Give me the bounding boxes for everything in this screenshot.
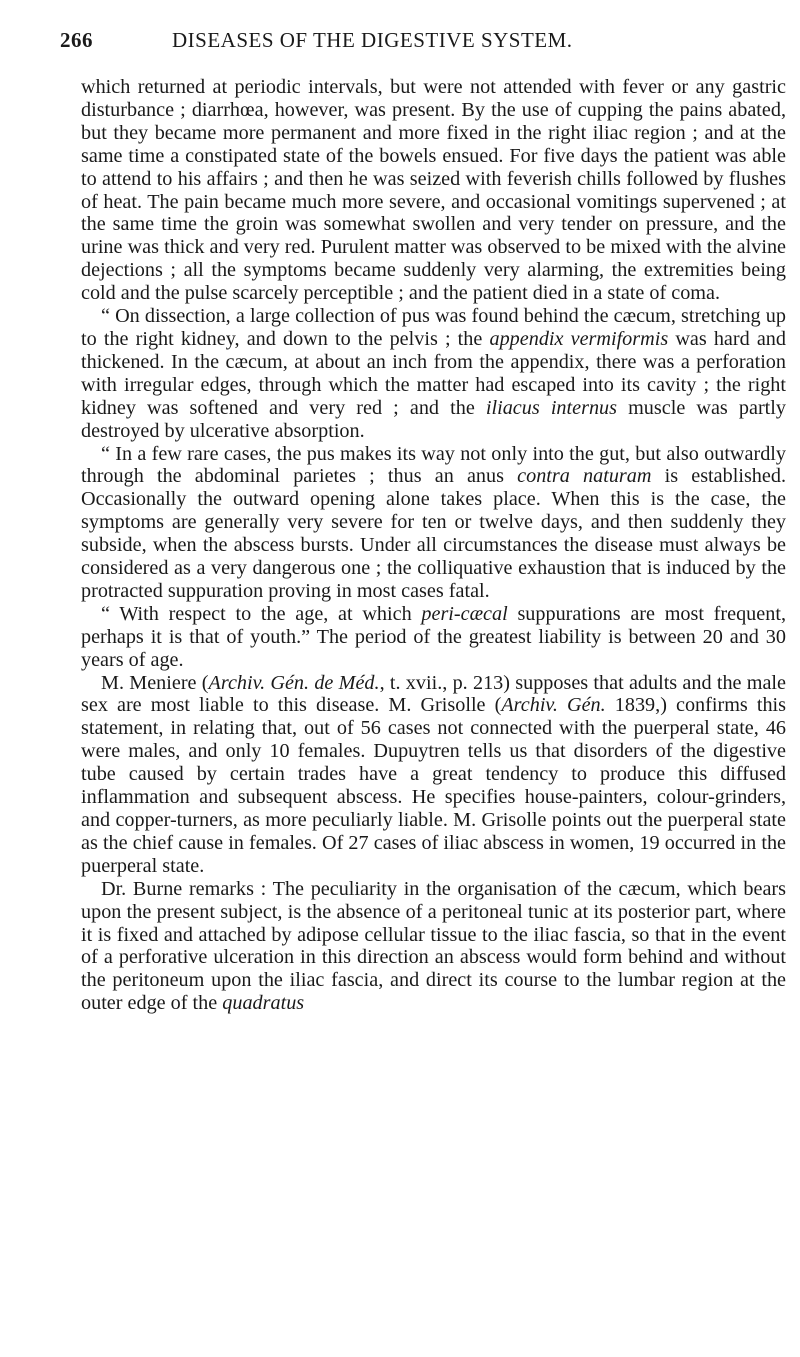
text-run: which returned at periodic intervals, but were not attended with fever or any gastric disturbance ; diarrhœa, however, was present. By the use of cupping the pains abated, but they became more permanent and more fixed in the right iliac region ; and at the same time a constipated state of the bowels ensued. For five days the patient was able to attend to his affairs ; and then he was seized with feverish chills followed by flushes of heat. The pain became much more severe, and occasional vomitings supervened ; at the same time the groin was somewhat swollen and very tender on pressure, and the urine was thick and very red. Purulent matter was observed to be mixed with the alvine dejections ; all the symptoms became suddenly very alarming, the extremities being cold and the pulse scarcely perceptible ; and the patient died in a state of coma.	[81, 76, 786, 305]
text-run: Dr. Burne remarks : The peculiarity in the organisation of the cæcum, which bears upon the present subject, is the absence of a peritoneal tunic at its posterior part, where it is fixed and attached by adipose cellular tissue to the iliac fascia, so that in the event of a perforative ulceration in this direction an abscess would form behind and without the peritoneum upon the iliac fascia, and direct its course to the lumbar region at the outer edge of the	[81, 877, 786, 1015]
text-run: suppurations are most frequent, perhaps it is that of youth.” The period of the greatest liability is between 20 and 30 years of age.	[81, 602, 786, 671]
italic-term: peri-cæcal	[421, 602, 508, 625]
text-run: “ With respect to the age, at which	[101, 602, 422, 625]
body-text	[81, 76, 786, 1015]
italic-term: contra naturam	[517, 465, 652, 488]
text-run: , t. xvii., p. 213) supposes that adults and the male sex are most liable to this disease. M. Grisolle (	[81, 671, 786, 717]
citation-title: Archiv. Gén.	[501, 694, 606, 717]
text-run: 1839,) confirms this statement, in relating that, out of 56 cases not connected with the puerperal state, 46 were males, and only 10 females. Dupuytren tells us that disorders of the digestive tube caused by certain trades have a great tendency to produce this diffused inflammation and subsequent abscess. He specifies house-painters, colour-grinders, and copper-turners, as more peculiarly liable. M. Grisolle points out the puerperal state as the chief cause in females. Of 27 cases of iliac abscess in women, 19 occurred in the puerperal state.	[81, 694, 787, 877]
paragraph	[81, 305, 786, 442]
paragraph	[81, 878, 786, 1015]
citation-title: Archiv. Gén. de Méd.	[208, 671, 380, 694]
italic-term: iliacus internus	[485, 396, 617, 419]
text-run: “ In a few rare cases, the pus makes its way not only into the gut, but also outwardly through the abdominal parietes ; thus an anus	[81, 442, 786, 488]
text-run: muscle was partly destroyed by ulcerative absorption.	[81, 396, 786, 442]
text-run: M. Meniere (	[101, 671, 209, 694]
running-head: DISEASES OF THE DIGESTIVE SYSTEM.	[172, 28, 573, 52]
paragraph	[81, 672, 786, 878]
page-number: 266	[60, 28, 93, 52]
page-header	[60, 22, 780, 58]
text-run: “ On dissection, a large collection of pus was found behind the cæcum, stretching up to the right kidney, and down to the pelvis ; the	[81, 305, 786, 350]
paragraph	[81, 603, 786, 672]
italic-term: quadratus	[222, 992, 305, 1015]
text-run: is established. Occasionally the outward opening alone takes place. When this is the case, the symptoms are generally very severe for ten or twelve days, and then suddenly they subside, when the abscess bursts. Under all circumstances the disease must always be considered as a very dangerous one ; the colliquative exhaustion that is induced by the protracted suppuration proving in most cases fatal.	[81, 465, 786, 602]
paragraph	[81, 443, 786, 603]
paragraph	[81, 76, 786, 305]
text-run: was hard and thickened. In the cæcum, at about an inch from the appendix, there was a perforation with irregular edges, through which the matter had escaped into its cavity ; the right kidney was softened and very red ; and the	[81, 327, 786, 419]
italic-term: appendix vermiformis	[489, 327, 669, 350]
